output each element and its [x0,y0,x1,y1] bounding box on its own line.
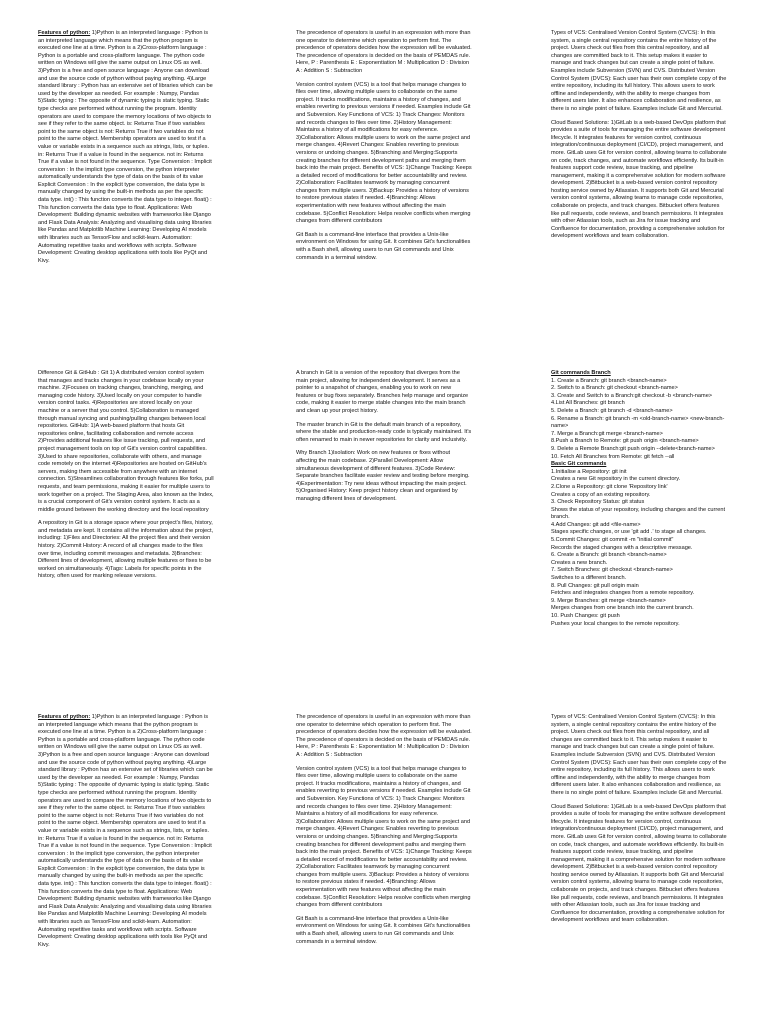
command-line: 10. Fetch All Branches from Remote: git fetch --all [551,453,675,460]
panel-operator-precedence-vcs [296,30,472,330]
python-features-paragraph [38,714,214,949]
command-line: 3. Create and Switch to a Branch:git checkout -b <branch-name> [551,392,713,399]
command-line: 6. Rename a Branch: git branch -m <old-branch-name> <new-branch-name> [551,415,725,430]
command-line: 8. Pull Changes: git pull origin main [551,582,639,589]
panel-git-commands [551,370,727,680]
command-line: Creates a new Git repository in the current directory. [551,476,681,483]
cloud-solutions-paragraph: Cloud Based Solutions: 1)GitLab is a web-based DevOps platform that provides a suite of tools for managing the entire software development lifecycle. It integrates features for version control, continuous integration/continuous deployment (CI/CD), project management, and more. GitLab uses Git for version control, allowing teams to collaborate on code, track changes, and automate workflows efficiently. Its built-in features support code review, issue tracking, and pipeline management, making it a comprehensive solution for modern software development. 2)Bitbucket is a web-based version control repository hosting service owned by Atlassian. It supports both Git and Mercurial version control systems, allowing teams to manage code repositories, collaborate on projects, and track changes. Bitbucket offers features like pull requests, code reviews, and branch permissions. It integrates with other Atlassian tools, such as Jira for issue tracking and Confluence for documentation, providing a comprehensive solution for development workflows and team collaboration. [551,803,727,924]
command-line: Records the staged changes with a descriptive message. [551,544,693,551]
command-line: Stages specific changes, or use 'git add .' to stage all changes. [551,529,707,536]
command-line: Shows the status of your repository, including changes and the current branch. [551,506,726,521]
panel-branches [296,370,472,680]
panel-git-github [38,370,214,680]
command-line: 2. Switch to a Branch: git checkout <branch-name> [551,385,678,392]
git-bash-paragraph: Git Bash is a command-line interface that provides a Unix-like environment on Windows for using Git. It combines Git's functionalities with a Bash shell, allowing users to run Git commands and Unix commands in a terminal window. [296,231,471,261]
operator-precedence-paragraph: The precedence of operators is useful in an expression with more than one operator to determine which operation to perform first. The precedence of operators decides how the expression will be evaluated. The precedence of operators is decided on the basis of PEMDAS rule. Here, P : Parenthesis E : Exponentiation M : Multiplication D : Division A : Addition S : Subtraction [296,714,472,758]
branch-paragraph: A branch in Git is a version of the repository that diverges from the main project, allowing for independent development. It serves as a pointer to a snapshot of changes, enabling you to work on new features or bug fixes separately. Branches help manage and organize code, making it easier to merge stable changes into the main branch and clean up your project history. [296,370,469,414]
git-commands-heading: Git commands Branch [551,370,611,376]
command-line: 2.Clone a Repository: git clone 'Repository link' [551,483,668,490]
command-line: 5. Delete a Branch: git branch -d <branch-name> [551,407,673,414]
command-line: 7. Switch Branches: git checkout <branch-name> [551,567,673,574]
panel-vcs-types-cloud [551,30,727,330]
command-line: Merges changes from one branch into the current branch. [551,605,694,612]
vcs-types-paragraph: Types of VCS: Centralised Version Control System (CVCS): In this system, a single central repository contains the entire history of the project. Users check out files from this central repository, and all changes are committed back to it. This setup makes it easier to manage and track changes but can create a single point of failure. Examples include Subversion (SVN) and CVS. Distributed Version Control System (DVCS): Each user has their own complete copy of the entire repository, including its full history. This allows users to work offline and independently, with the ability to merge changes from different users later. It also enhances collaboration and resilience, as there is no single point of failure. Examples include Git and Mercurial. [551,714,727,796]
panel-python-features-repeat [38,714,214,1014]
command-line: 1.Initialise a Repository: git init [551,468,627,475]
command-line: 1. Create a Branch: git branch <branch-name> [551,377,667,384]
panel-python-features [38,30,214,330]
python-features-paragraph [38,30,214,265]
why-branch-paragraph: Why Branch 1)Isolation: Work on new features or fixes without affecting the main codebase. 2)Parallel Development: Allow simultaneous development of different features. 3)Code Review: Separate branches facilitate easier review and testing before merging. 4)Experimentation: Try new ideas without impacting the main project. 5)Organised History: Keep project history clean and organised by managing different lines of development. [296,450,470,502]
cloud-solutions-paragraph: Cloud Based Solutions: 1)GitLab is a web-based DevOps platform that provides a suite of tools for managing the entire software development lifecycle. It integrates features for version control, continuous integration/continuous deployment (CI/CD), project management, and more. GitLab uses Git for version control, allowing teams to collaborate on code, track changes, and automate workflows efficiently. Its built-in features support code review, issue tracking, and pipeline management, making it a comprehensive solution for modern software development. 2)Bitbucket is a web-based version control repository hosting service owned by Atlassian. It supports both Git and Mercurial version control systems, allowing teams to manage code repositories, collaborate on projects, and track changes. Bitbucket offers features like pull requests, code reviews, and branch permissions. It integrates with other Atlassian tools, such as Jira for issue tracking and Confluence for documentation, providing a comprehensive solution for development workflows and team collaboration. [551,119,727,240]
repository-paragraph: A repository in Git is a storage space where your project's files, history, and metadata are kept. It contains all the information about the project, including: 1)Files and Directories: All the project files and their version history. 2)Commit History: A record of all changes made to the files over time, including commit messages and metadata. 3)Branches: Different lines of development, allowing multiple features or fixes to be worked on simultaneously. 4)Tags: Labels for specific points in the history, often used for marking release versions. [38,520,214,580]
command-line: Creates a new branch. [551,559,608,566]
command-line: 10. Push Changes: git push [551,613,620,619]
command-line: 9. Merge Branches: git merge <branch-name> [551,597,666,604]
git-bash-paragraph: Git Bash is a command-line interface that provides a Unix-like environment on Windows for using Git. It combines Git's functionalities with a Bash shell, allowing users to run Git commands and Unix commands in a terminal window. [296,915,471,945]
vcs-paragraph: Version control system (VCS) is a tool that helps manage changes to files over time, allowing multiple users to collaborate on the same project. It tracks modifications, maintains a history of changes, and enables reverting to previous versions if needed. Examples include Git and Subversion. Key Functions of VCS: 1) Track Changes: Monitors and records changes to files over time. 2)History Management: Maintains a history of all modifications for easy reference. 3)Collaboration: Allows multiple users to work on the same project and merge changes. 4)Revert Changes: Enables reverting to previous versions or undoing changes. 5)Branching and Merging:Supports creating branches for different development paths and merging them back into the main project. Benefits of VCS: 1)Change Tracking: Keeps a detailed record of modifications for better accountability and review. 2)Collaboration: Facilitates teamwork by managing concurrent changes from multiple users. 3)Backup: Provides a history of versions to restore previous states if needed. 4)Branching: Allows experimentation with new features without affecting the main codebase. 5)Conflict Resolution: Helps resolve conflicts when merging changes from different contributors [296,765,472,909]
command-line: 7. Merge a Branch:git merge <branch-name> [551,430,663,437]
vcs-types-paragraph: Types of VCS: Centralised Version Control System (CVCS): In this system, a single central repository contains the entire history of the project. Users check out files from this central repository, and all changes are committed back to it. This setup makes it easier to manage and track changes but can create a single point of failure. Examples include Subversion (SVN) and CVS. Distributed Version Control System (DVCS): Each user has their own complete copy of the entire repository, including its full history. This allows users to work offline and independently, with the ability to merge changes from different users later. It also enhances collaboration and resilience, as there is no single point of failure. Examples include Git and Mercurial. [551,30,727,112]
command-line: Pushes your local changes to the remote repository. [551,620,680,627]
command-line: Switches to a different branch. [551,575,627,582]
command-line: 5.Commit Changes: git commit -m "initial commit" [551,537,674,544]
python-features-heading: Features of python: [38,30,91,36]
python-features-heading: Features of python: [38,714,91,720]
basic-git-commands-heading: Basic Git commands [551,461,607,468]
command-line: 8.Push a Branch to Remote: git push origin <branch-name> [551,438,699,445]
master-branch-paragraph: The master branch in Git is the default main branch of a repository, where the stable and production-ready code is typically maintained. It's often renamed to main in newer repositories for clarity and inclusivity. [296,421,472,443]
panel-vcs-types-cloud-repeat [551,714,727,1014]
command-line: 9. Delete a Remote Branch:git push origin --delete<branch-name> [551,445,715,452]
command-line: Creates a copy of an existing repository. [551,491,651,498]
command-line: Fetches and integrates changes from a remote repository. [551,590,695,597]
command-line: 4.Add Changes: git add <file-name> [551,521,641,528]
panel-operator-precedence-vcs-repeat [296,714,472,1014]
python-features-body: 1)Python is an interpreted language : Python is an interpreted language which means that the python program is executed one line at a time. Python is a 2)Cross-platform language : Python is a portable and cross-platform language. The python code written on Windows will give the same output on Linux OS as well. 3)Python is a free and open source language : Anyone can download and use the source code of python without paying anything. 4)Large standard library : Python has an extensive set of libraries which can be used by the developer as needed. For example : Numpy, Pandas 5)Static typing : The opposite of dynamic typing is static typing. Static type checks are performed without running the program. Identity operators are used to compare the memory locations of two objects to see if they refer to the same object. is: Returns True if two variables point to the same object is not: Returns True if two variables do not point to the same object. Membership operators are used to test if a value or variable exists in a sequence such as strings, lists, or tuples. in: Returns True if a value is found in the sequence. not in: Returns True if a value is not found in the sequence. Type Conversion : Implicit conversion : In the implicit type conversion, the python interpreter automatically understands the type of data on the basis of its value Explicit Conversion : In the explicit type conversion, the data type is manually changed by using the built-in methods as per the specific data type. int() : This function converts the data type to integer. float() : This function converts the data type to float. Applications: Web Development: Building dynamic websites with frameworks like Django and Flask Data Analysis: Analyzing and visualising data using libraries like Pandas and Matplotlib Machine Learning: Developing AI models with libraries such as TensorFlow and scikit-learn. Automation: Automating repetitive tasks and workflows with scripts. Software Development: Creating desktop applications with tools like PyQt and Kivy. [38,714,213,948]
vcs-paragraph: Version control system (VCS) is a tool that helps manage changes to files over time, allowing multiple users to collaborate on the same project. It tracks modifications, maintains a history of changes, and enables reverting to previous versions if needed. Examples include Git and Subversion. Key Functions of VCS: 1) Track Changes: Monitors and records changes to files over time. 2)History Management: Maintains a history of all modifications for easy reference. 3)Collaboration: Allows multiple users to work on the same project and merge changes. 4)Revert Changes: Enables reverting to previous versions or undoing changes. 5)Branching and Merging:Supports creating branches for different development paths and merging them back into the main project. Benefits of VCS: 1)Change Tracking: Keeps a detailed record of modifications for better accountability and review. 2)Collaboration: Facilitates teamwork by managing concurrent changes from multiple users. 3)Backup: Provides a history of versions to restore previous states if needed. 4)Branching: Allows experimentation with new features without affecting the main codebase. 5)Conflict Resolution: Helps resolve conflicts when merging changes from different contributors [296,81,472,225]
command-line: 4.List All Branches: git branch [551,400,625,407]
command-line: 3. Check Repository Status: git status [551,499,645,506]
git-github-difference-paragraph: Difference Git & GitHub : Git 1) A distributed version control system that manages and tracks changes in your codebase locally on your machine. 2)Focuses on tracking changes, branching, merging, and managing code history. 3)Used locally on your computer to handle version control tasks. 4)Repositories are stored locally on your machine or a server that you control. 5)Collaboration is managed through manual syncing and pushing/pulling changes between local repositories. GitHub: 1)A web-based platform that hosts Git repositories online, facilitating collaboration and remote access 2)Provides additional features like issue tracking, pull requests, and project management tools on top of Git's version control capabilities. 3)Used to share repositories, collaborate with others, and manage code remotely on the internet 4)Repositories are hosted on GitHub's servers, making them accessible from anywhere with an internet connection. 5)Streamlines collaboration through features like forks, pull requests, and team permissions, making it easier for multiple users to work together on a project. The Staging Area, also known as the Index, is a crucial component of Git's version control system. It acts as a middle ground between the working directory and the local repository [38,370,214,513]
operator-precedence-paragraph: The precedence of operators is useful in an expression with more than one operator to determine which operation to perform first. The precedence of operators decides how the expression will be evaluated. The precedence of operators is decided on the basis of PEMDAS rule. Here, P : Parenthesis E : Exponentiation M : Multiplication D : Division A : Addition S : Subtraction [296,30,472,74]
command-line: 6. Create a Branch: git branch <branch-name> [551,552,667,559]
python-features-body: 1)Python is an interpreted language : Python is an interpreted language which means that the python program is executed one line at a time. Python is a 2)Cross-platform language : Python is a portable and cross-platform language. The python code written on Windows will give the same output on Linux OS as well. 3)Python is a free and open source language : Anyone can download and use the source code of python without paying anything. 4)Large standard library : Python has an extensive set of libraries which can be used by the developer as needed. For example : Numpy, Pandas 5)Static typing : The opposite of dynamic typing is static typing. Static type checks are performed without running the program. Identity operators are used to compare the memory locations of two objects to see if they refer to the same object. is: Returns True if two variables point to the same object is not: Returns True if two variables do not point to the same object. Membership operators are used to test if a value or variable exists in a sequence such as strings, lists, or tuples. in: Returns True if a value is found in the sequence. not in: Returns True if a value is not found in the sequence. Type Conversion : Implicit conversion : In the implicit type conversion, the python interpreter automatically understands the type of data on the basis of its value Explicit Conversion : In the explicit type conversion, the data type is manually changed by using the built-in methods as per the specific data type. int() : This function converts the data type to integer. float() : This function converts the data type to float. Applications: Web Development: Building dynamic websites with frameworks like Django and Flask Data Analysis: Analyzing and visualising data using libraries like Pandas and Matplotlib Machine Learning: Developing AI models with libraries such as TensorFlow and scikit-learn. Automation: Automating repetitive tasks and workflows with scripts. Software Development: Creating desktop applications with tools like PyQt and Kivy. [38,30,213,264]
